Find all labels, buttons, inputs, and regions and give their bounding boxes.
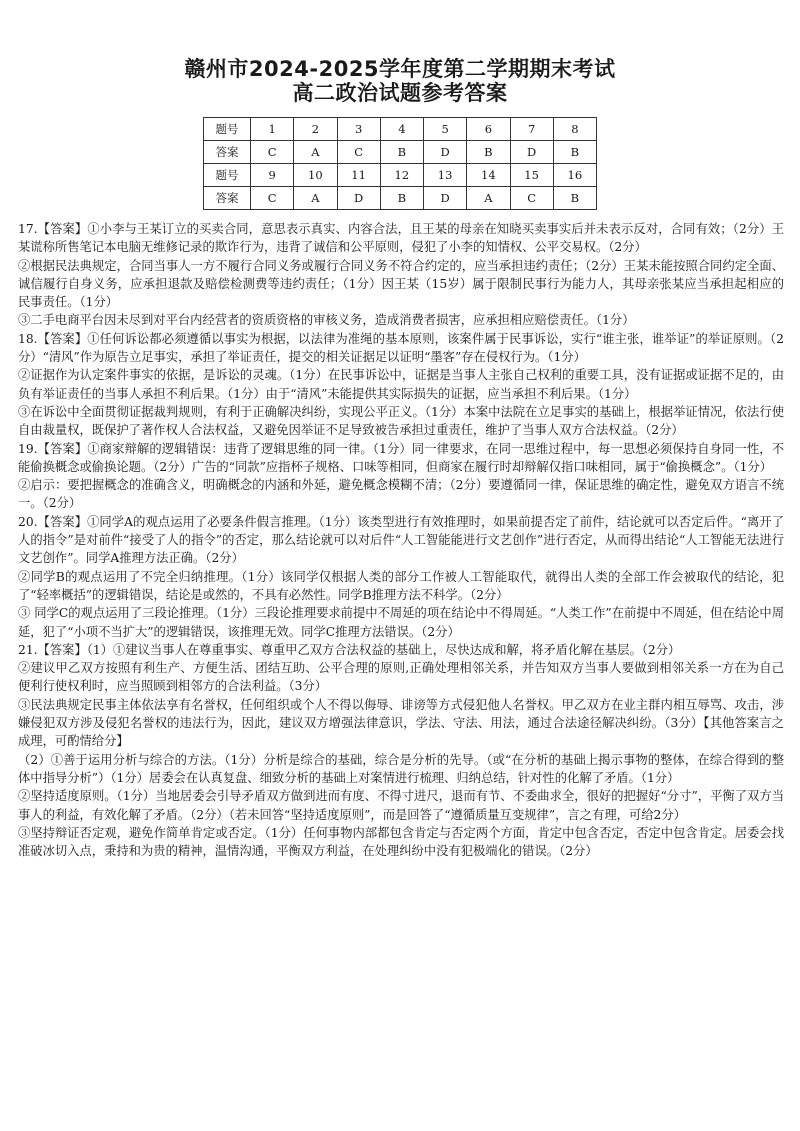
- answer-table: [203, 117, 597, 210]
- row-label: 题号: [204, 164, 251, 187]
- answer-paragraph: ③二手电商平台因未尽到对平台内经营者的资质资格的审核义务，造成消费者损害，应承担相应赔偿责任。（1分）: [18, 313, 635, 328]
- answer-paragraph: ②证据作为认定案件事实的依据，是诉讼的灵魂。（1分）在民事诉讼中，证据是当事人主张自己权利的重要工具，没有证据或证据不足的，由负有举证责任的当事人承担不利后果。（1分）由于“清风”未能提供其实际损失的证据，应当承担不利后果。（1分）: [18, 368, 784, 401]
- table-cell: B: [380, 187, 423, 210]
- table-cell: 5: [424, 118, 467, 141]
- table-cell: D: [424, 141, 467, 164]
- answer-paragraph: ②启示：要把握概念的准确含义，明确概念的内涵和外延，避免概念模糊不清；（2分）要遵循同一律，保证思维的确定性，避免双方语言不统一。（2分）: [18, 478, 784, 511]
- table-cell: D: [337, 187, 380, 210]
- table-cell: 14: [467, 164, 510, 187]
- table-cell: B: [553, 187, 596, 210]
- table-cell: C: [337, 141, 380, 164]
- table-cell: D: [510, 141, 553, 164]
- answer-paragraph: ②根据民法典规定，合同当事人一方不履行合同义务或履行合同义务不符合约定的，应当承担违约责任；（2分）王某未能按照合同约定全面、诚信履行自身义务，应承担退款及赔偿检测费等违约责任；（1分）因王某（15岁）属于限制民事行为能力人，其母亲张某应当承担起相应的民事责任。（1分）: [18, 258, 784, 310]
- table-cell: B: [467, 141, 510, 164]
- answer-paragraph: ②建议甲乙双方按照有利生产、方便生活、团结互助、公平合理的原则,正确处理相邻关系，并告知双方当事人要做到相邻关系一方在为自己便利行使权利时，应当照顾到相邻方的合法利益。（3分）: [18, 661, 784, 694]
- table-cell: C: [251, 187, 294, 210]
- table-cell: 13: [424, 164, 467, 187]
- answer-key-subtitle: 高二政治试题参考答案: [292, 81, 508, 105]
- answer-paragraph: ③坚持辩证否定观，避免作简单肯定或否定。（1分）任何事物内部都包含肯定与否定两个方面，肯定中包含否定，否定中包含肯定。居委会找准破冰切入点，秉持和为贵的精神，温情沟通，平衡双方利益，在处理纠纷中没有犯极端化的错误。（2分）: [18, 825, 784, 859]
- answer-paragraph: 19.【答案】①商家辩解的逻辑错误：违背了逻辑思维的同一律。（1分）同一律要求，在同一思维过程中，每一思想必须保持自身同一性，不能偷换概念或偷换论题。（2分）广告的“同款”应指杯子规格、口味等相同，但商家在履行时却辩解仅指口味相同，属于“偷换概念”。（1分）: [18, 441, 784, 474]
- table-cell: 8: [553, 118, 596, 141]
- table-cell: C: [251, 141, 294, 164]
- table-cell: 9: [251, 164, 294, 187]
- answer-paragraph: ③民法典规定民事主体依法享有名誉权，任何组织或个人不得以侮辱、诽谤等方式侵犯他人名誉权。甲乙双方在业主群内相互辱骂、攻击，涉嫌侵犯双方涉及侵犯名誉权的违法行为，因此，建议双方增强法律意识，学法、守法、用法，通过合法途径解决纠纷。（3分）【其他答案言之成理，可酌情给分】: [18, 697, 784, 749]
- row-label: 题号: [204, 118, 251, 141]
- table-row: [204, 164, 597, 187]
- table-cell: 4: [380, 118, 423, 141]
- table-cell: D: [424, 187, 467, 210]
- exam-title: 赣州市2024-2025学年度第二学期期末考试: [184, 57, 616, 81]
- table-row: [204, 187, 597, 210]
- table-cell: 6: [467, 118, 510, 141]
- answer-body: [18, 220, 784, 860]
- table-cell: 3: [337, 118, 380, 141]
- answer-paragraph: 21.【答案】（1）①建议当事人在尊重事实、尊重甲乙双方合法权益的基础上，尽快达成和解，将矛盾化解在基层。（2分）: [18, 642, 681, 657]
- table-cell: 1: [251, 118, 294, 141]
- table-row: [204, 141, 597, 164]
- table-cell: 15: [510, 164, 553, 187]
- answer-paragraph: ③ 同学C的观点运用了三段论推理。（1分）三段论推理要求前提中不周延的项在结论中不得周延。“人类工作”在前提中不周延，但在结论中周延，犯了“小项不当扩大”的逻辑错误，该推理无效。同学C推理方法错误。（2分）: [18, 606, 784, 639]
- answer-paragraph: ②坚持适度原则。（1分）当地居委会引导矛盾双方做到进而有度、不得寸进尺，退而有节、不委曲求全，很好的把握好“分寸”，平衡了双方当事人的利益，有效化解了矛盾。（2分）（若未回答“坚持适度原则”，而是回答了“遵循质量互变规律”，言之有理，可给2分）: [18, 789, 784, 822]
- table-cell: A: [467, 187, 510, 210]
- table-cell: 7: [510, 118, 553, 141]
- row-label: 答案: [204, 187, 251, 210]
- table-row: [204, 118, 597, 141]
- table-cell: B: [553, 141, 596, 164]
- answer-paragraph: ③在诉讼中全面贯彻证据裁判规则，有利于正确解决纠纷，实现公平正义。（1分）本案中法院在立足事实的基础上，根据举证情况，依法行使自由裁量权，既保护了著作权人合法权益，又避免因举证不足导致被告承担过重责任，维护了当事人双方合法权益。（2分）: [18, 404, 784, 438]
- answer-paragraph: ②同学B的观点运用了不完全归纳推理。（1分）该同学仅根据人类的部分工作被人工智能取代，就得出人类的全部工作会被取代的结论，犯了“轻率概括”的逻辑错误，结论是或然的，不具有必然性。同学B推理方法不科学。（2分）: [18, 569, 784, 602]
- table-cell: 10: [294, 164, 337, 187]
- table-cell: A: [294, 141, 337, 164]
- table-cell: 2: [294, 118, 337, 141]
- answer-paragraph: 18.【答案】①任何诉讼都必须遵循以事实为根据，以法律为准绳的基本原则，该案件属于民事诉讼，实行“谁主张，谁举证”的举证原则。（2分）“清风”作为原告立足事实，承担了举证责任，提交的相关证据足以证明“墨客”存在侵权行为。（1分）: [18, 331, 784, 365]
- table-cell: A: [294, 187, 337, 210]
- table-cell: 12: [380, 164, 423, 187]
- table-cell: C: [510, 187, 553, 210]
- table-cell: B: [380, 141, 423, 164]
- answer-paragraph: （2）①善于运用分析与综合的方法。（1分）分析是综合的基础，综合是分析的先导。（或“在分析的基础上揭示事物的整体，在综合得到的整体中指导分析”）（1分）居委会在认真复盘、细致分析的基础上对案情进行梳理、归纳总结，针对性的化解了矛盾。（1分）: [18, 752, 784, 785]
- table-cell: 16: [553, 164, 596, 187]
- answer-paragraph: 20.【答案】①同学A的观点运用了必要条件假言推理。（1分）该类型进行有效推理时，如果前提否定了前件，结论就可以否定后件。“离开了人的指令”是对前件“接受了人的指令”的否定，那么结论就可以对后件“人工智能能进行文艺创作”进行否定，从而得出结论“人工智能无法进行文艺创作”。同学A推理方法正确。（2分）: [18, 514, 784, 566]
- answer-paragraph: 17.【答案】①小李与王某订立的买卖合同，意思表示真实、内容合法，且王某的母亲在知晓买卖事实后并未表示反对，合同有效；（2分）王某谎称所售笔记本电脑无维修记录的欺诈行为，违背了诚信和公平原则，侵犯了小李的知情权、公平交易权。（2分）: [18, 222, 784, 255]
- table-cell: 11: [337, 164, 380, 187]
- row-label: 答案: [204, 141, 251, 164]
